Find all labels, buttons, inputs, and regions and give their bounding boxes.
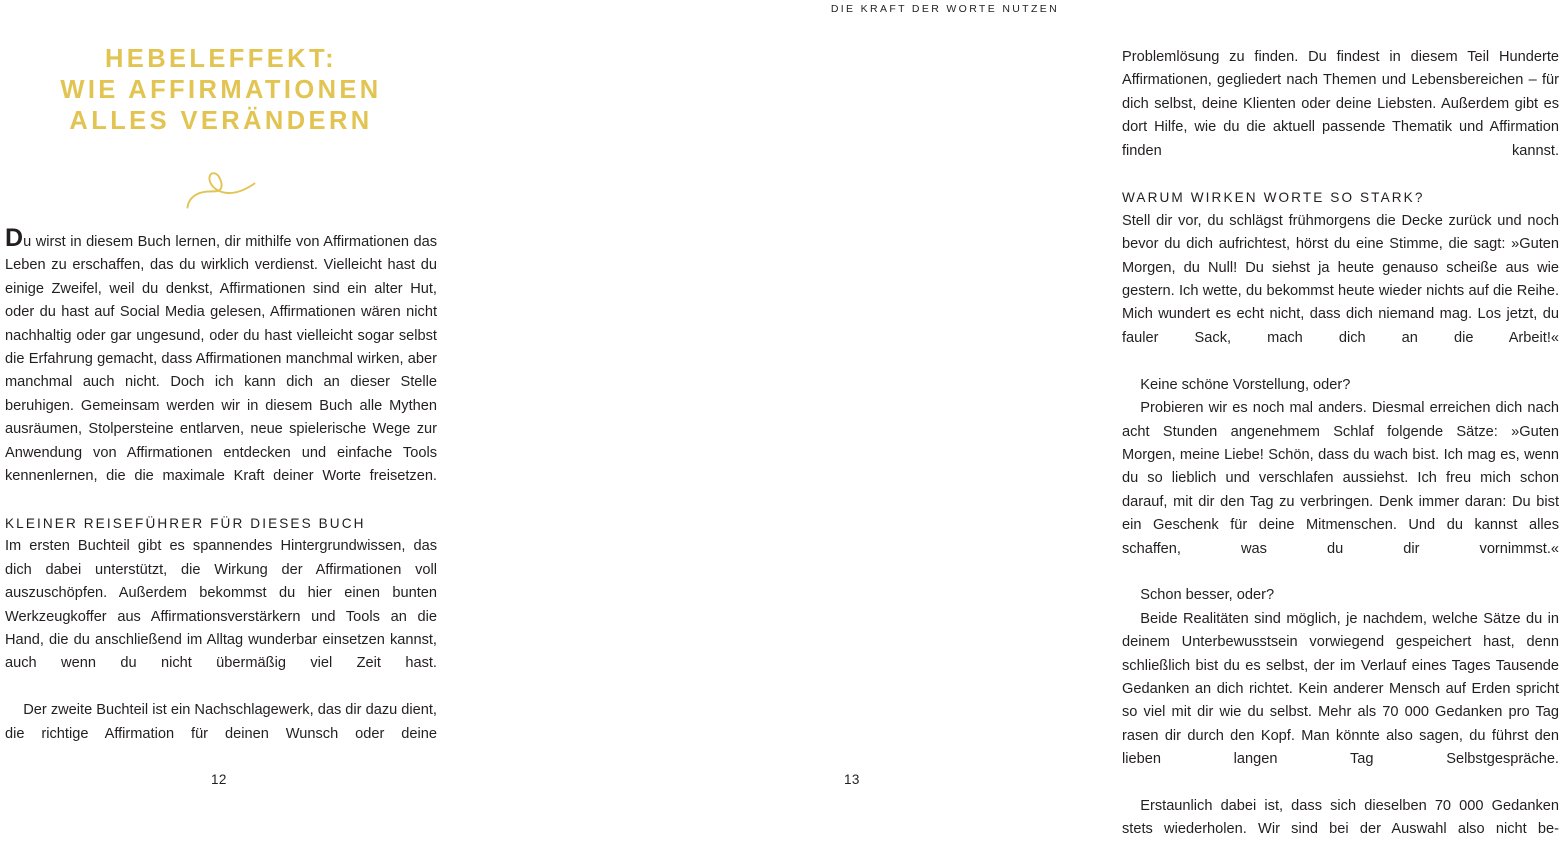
- page-number-right: 13: [844, 772, 860, 787]
- left-column-body: [5, 224, 437, 769]
- page-right: [544, 0, 1559, 838]
- chapter-title: [5, 44, 437, 137]
- paragraph: Problemlösung zu finden. Du findest in diesem Teil Hunderte Affirmationen, gegliedert nach Themen und Lebensbereichen – für dich selbst, deine Klienten oder deine Liebsten. Außerdem gibt es dort Hilfe, wie du die aktuell passende Thematik und Affirmation finden kannst.: [1122, 49, 1559, 159]
- paragraph: Beide Realitäten sind möglich, je nachdem, welche Sätze du in deinem Unterbewusstsein vorwiegend gespeichert hast, denn schließlich bist du es selbst, der im Verlauf eines Tages Tausende Gedanken an dich richtet. Kein anderer Mensch auf Erden spricht so viel mit dir wie du selbst. Mehr als 70 000 Gedanken pro Tag rasen dir durch den Kopf. Man könnte also sagen, du führst den lieben langen Tag Selbstgespräche.: [1122, 610, 1559, 768]
- chapter-title-line-1: HEBELEFFEKT:: [104, 45, 338, 73]
- paragraph: Erstaunlich dabei ist, dass sich dieselben 70 000 Gedanken stets wiederholen. Wir sind bei der Auswahl also nicht be-: [1122, 798, 1559, 838]
- section-heading-right: WARUM WIRKEN WORTE SO STARK?: [1122, 190, 1425, 206]
- running-head: DIE KRAFT DER WORTE NUTZEN: [830, 3, 1059, 15]
- section-heading-left: KLEINER REISEFÜHRER FÜR DIESES BUCH: [5, 515, 366, 531]
- page-left: [0, 0, 544, 800]
- right-column-body: [1122, 46, 1559, 865]
- paragraph: Im ersten Buchteil gibt es spannendes Hintergrundwissen, das dich dabei unterstützt, die Wirkung der Affirmationen voll auszuschöpfen. Außerdem bekommst du hier einen bunten Werkzeugkoffer aus Affirmationsverstärkern und Tools an die Hand, die du anschließend im Alltag wunderbar einsetzen kannst, auch wenn du nicht übermäßig viel Zeit hast.: [5, 538, 437, 672]
- page-number-left: 12: [211, 772, 227, 787]
- paragraph: Schon besser, oder?: [1140, 587, 1275, 604]
- paragraph: Du wirst in diesem Buch lernen, dir mithilfe von Affirmationen das Leben zu erschaffen, das du wirklich verdienst. Vielleicht hast du einige Zweifel, weil du denkst, Affirmationen sind ein alter Hut, oder du hast auf Social Media gelesen, Affirmationen wären nicht nachhaltig oder gar ungesund, oder du hast vielleicht sogar selbst die Erfahrung gemacht, dass Affirmationen manchmal wirken, aber manchmal auch nicht. Doch ich kann dich an dieser Stelle beruhigen. Gemeinsam werden wir in diesem Buch alle Mythen ausräumen, Stolpersteine entlarven, neue spielerische Wege zur Anwendung von Affirmationen entdecken und einfache Tools kennenlernen, die die maximale Kraft deiner Worte freisetzen.: [5, 224, 437, 485]
- flourish-loop-ornament: [5, 168, 437, 212]
- chapter-title-line-3: ALLES VERÄNDERN: [69, 107, 373, 135]
- paragraph: Stell dir vor, du schlägst frühmorgens die Decke zurück und noch bevor du dich aufrichtest, hörst du eine Stimme, die sagt: »Guten Morgen, du Null! Du siehst ja heute genauso scheiße aus wie gestern. Ich wette, du bekommst heute wieder nichts auf die Reihe. Mich wundert es echt nicht, dass dich niemand mag. Los jetzt, du fauler Sack, mach dich an die Arbeit!«: [1122, 212, 1559, 346]
- paragraph: Der zweite Buchteil ist ein Nachschlagewerk, das dir dazu dient, die richtige Affirmation für deinen Wunsch oder deine: [5, 702, 437, 742]
- paragraph: Probieren wir es noch mal anders. Diesmal erreichen dich nach acht Stunden angenehmem Schlaf folgende Sätze: »Guten Morgen, meine Liebe! Schön, dass du wach bist. Ich mag es, wenn du so lieblich und verschlafen aussiehst. Ich freu mich schon darauf, mit dir den Tag zu verbringen. Denk immer daran: Du bist ein Geschenk für deine Mitmenschen. Und du kannst alles schaffen, was du dir vornimmst.«: [1122, 400, 1559, 557]
- paragraph: Keine schöne Vorstellung, oder?: [1140, 376, 1351, 393]
- chapter-title-line-2: WIE AFFIRMATIONEN: [60, 76, 382, 104]
